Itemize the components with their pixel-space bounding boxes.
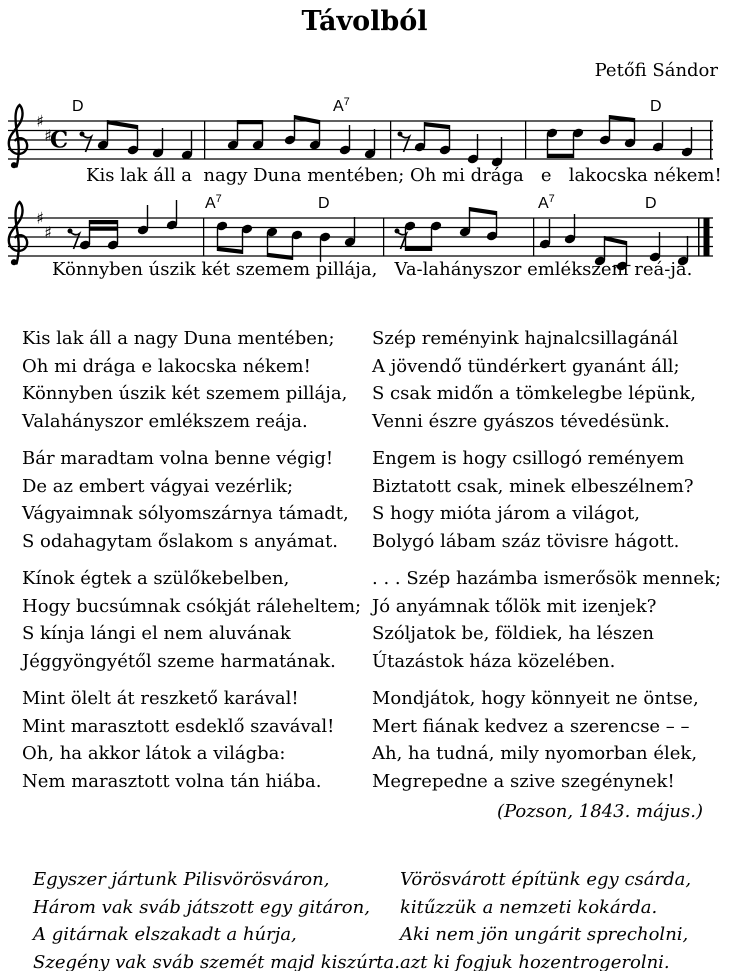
chord-symbol: D <box>72 98 84 115</box>
sharp-icon: ♯ <box>36 111 44 131</box>
beam <box>406 247 432 251</box>
chord-symbol: D <box>645 195 657 212</box>
verse-line: A jövendő tündérkert gyanánt áll; <box>372 355 680 377</box>
verse-line: Kínok égtek a szülőkebelben, <box>22 568 290 589</box>
footer-verse-line: Vörösvárott építünk egy csárda, <box>400 869 692 890</box>
time-signature: C <box>49 126 69 154</box>
footer-verse-line: azt ki fogjuk hozentrogerolni. <box>400 951 670 971</box>
stanza-right-4 <box>372 685 699 795</box>
beam <box>548 154 574 158</box>
chord-symbol: D <box>318 195 330 212</box>
verse-line: Mint marasztott esdeklő szavával! <box>22 715 335 737</box>
verse-line: Szóljatok be, földiek, ha lészen <box>372 623 654 644</box>
verse-line: Oh, ha akkor látok a világba: <box>22 743 286 764</box>
beam <box>425 122 450 129</box>
footer-verse-line: kitűzzük a nemzeti kokárda. <box>400 896 658 918</box>
verse-line: Mint ölelt át reszkető karával! <box>22 688 299 709</box>
verse-line: Mondjátok, hogy könnyeit ne öntse, <box>372 688 699 709</box>
verse-line: S kínja lángi el nem aluvának <box>22 623 291 644</box>
verse-line: . . . Szép hazámba ismerősök mennek; <box>372 568 722 589</box>
barline <box>390 121 391 159</box>
treble-clef-icon <box>9 202 27 264</box>
chord-symbol: $A^7$ <box>538 193 555 212</box>
verse-line: S hogy mióta járom a világot, <box>372 503 640 524</box>
verse-line: Jó anyámnak tőlök mit izenjek? <box>372 595 657 617</box>
stanza-left-2 <box>22 445 349 555</box>
verse-line: De az embert vágyai vezérlik; <box>22 475 294 497</box>
end-barline <box>710 121 712 159</box>
staff-1-lyrics: Kis lak áll a nagy Duna mentében; Oh mi drága e lakocska nékem! <box>86 165 722 186</box>
footer-column-left <box>33 866 400 971</box>
verse-line: Oh mi drága e lakocska nékem! <box>22 355 311 377</box>
chord-symbol: $A^7$ <box>205 193 222 212</box>
final-thin-barline <box>698 218 700 256</box>
staff-2-lyrics: Könnyben úszik két szemem pillája, Va-lahányszor emlékszem reá-ja. <box>52 259 693 280</box>
verse-line: Könnyben úszik két szemem pillája, <box>22 383 348 404</box>
page-title: Távolból <box>301 6 428 37</box>
barline <box>204 121 205 159</box>
verse-line: Jéggyöngyétől szeme harmatának. <box>22 650 336 672</box>
verse-line: Kis lak áll a nagy Duna mentében; <box>22 328 335 349</box>
sharp-icon: ♯ <box>44 222 52 242</box>
barline <box>525 121 526 159</box>
footer-verse-line: A gitárnak elszakadt a húrja, <box>33 924 297 945</box>
verse-line: S csak midőn a tömkelegbe lépünk, <box>372 383 696 404</box>
verse-line: Hogy bucsúmnak csókját ráleheltem; <box>22 595 362 617</box>
sharp-icon: ♯ <box>36 208 44 228</box>
footer-verse-line: Aki nem jön ungárit sprecholni, <box>400 924 689 945</box>
stanza-left-1 <box>22 325 347 435</box>
beam <box>90 220 118 224</box>
footer-verse-line: Egyszer jártunk Pilisvörösváron, <box>33 869 330 890</box>
stanza-left-4 <box>22 685 334 795</box>
footer-verse-line: Szegény vak sváb szemét majd kiszúrta. <box>33 951 400 971</box>
treble-clef-icon <box>9 105 27 167</box>
verse-line: Valahányszor emlékszem reája. <box>22 410 308 432</box>
verse-line: Mert fiának kedvez a szerencse – – <box>372 715 690 737</box>
final-thick-barline <box>704 218 710 256</box>
stanza-left-3 <box>22 565 361 675</box>
clef-blob <box>11 259 17 265</box>
verse-line: Venni észre gyászos tévedésünk. <box>372 410 670 432</box>
verse-line: Szép reményink hajnalcsillagánál <box>372 328 679 349</box>
stanza-right-2 <box>372 445 693 555</box>
verse-line: Nem marasztott volna tán hiába. <box>22 770 322 792</box>
barline <box>203 218 204 256</box>
footer-verse-line: Három vak sváb játszott egy gitáron, <box>33 896 370 918</box>
verse-line: Engem is hogy csillogó reményem <box>372 448 685 469</box>
author-name: Petőfi Sándor <box>594 60 718 81</box>
verse-line: Megrepedne a szive szegénynek! <box>372 770 675 792</box>
beam <box>238 120 263 124</box>
verse-line: Biztatott csak, minek elbeszélnem? <box>372 475 694 497</box>
verse-line: Vágyaimnak sólyomszárnya támadt, <box>22 503 349 524</box>
beam <box>295 115 320 124</box>
chord-symbol: D <box>650 98 662 115</box>
stanza-right-1 <box>372 325 696 435</box>
beam <box>90 227 118 231</box>
verse-line: Ah, ha tudná, mily nyomorban élek, <box>372 743 698 764</box>
beam <box>470 207 497 215</box>
chord-symbol: $A^7$ <box>333 96 350 115</box>
stanza-right-3 <box>372 565 721 675</box>
sharp-icon: ♯ <box>44 125 52 145</box>
attribution: (Pozson, 1843. május.) <box>496 801 703 822</box>
barline <box>383 218 384 256</box>
verse-line: S odahagytam őslakom s anyámat. <box>22 530 338 552</box>
footer-column-right <box>400 866 691 971</box>
barline <box>533 218 534 256</box>
beam <box>218 247 243 254</box>
verse-line: Útazástok háza közelében. <box>372 650 616 672</box>
clef-blob <box>11 162 17 168</box>
verse-line: Bolygó lábam száz tövisre hágott. <box>372 530 680 552</box>
verse-line: Bár maradtam volna benne végig! <box>22 448 334 469</box>
